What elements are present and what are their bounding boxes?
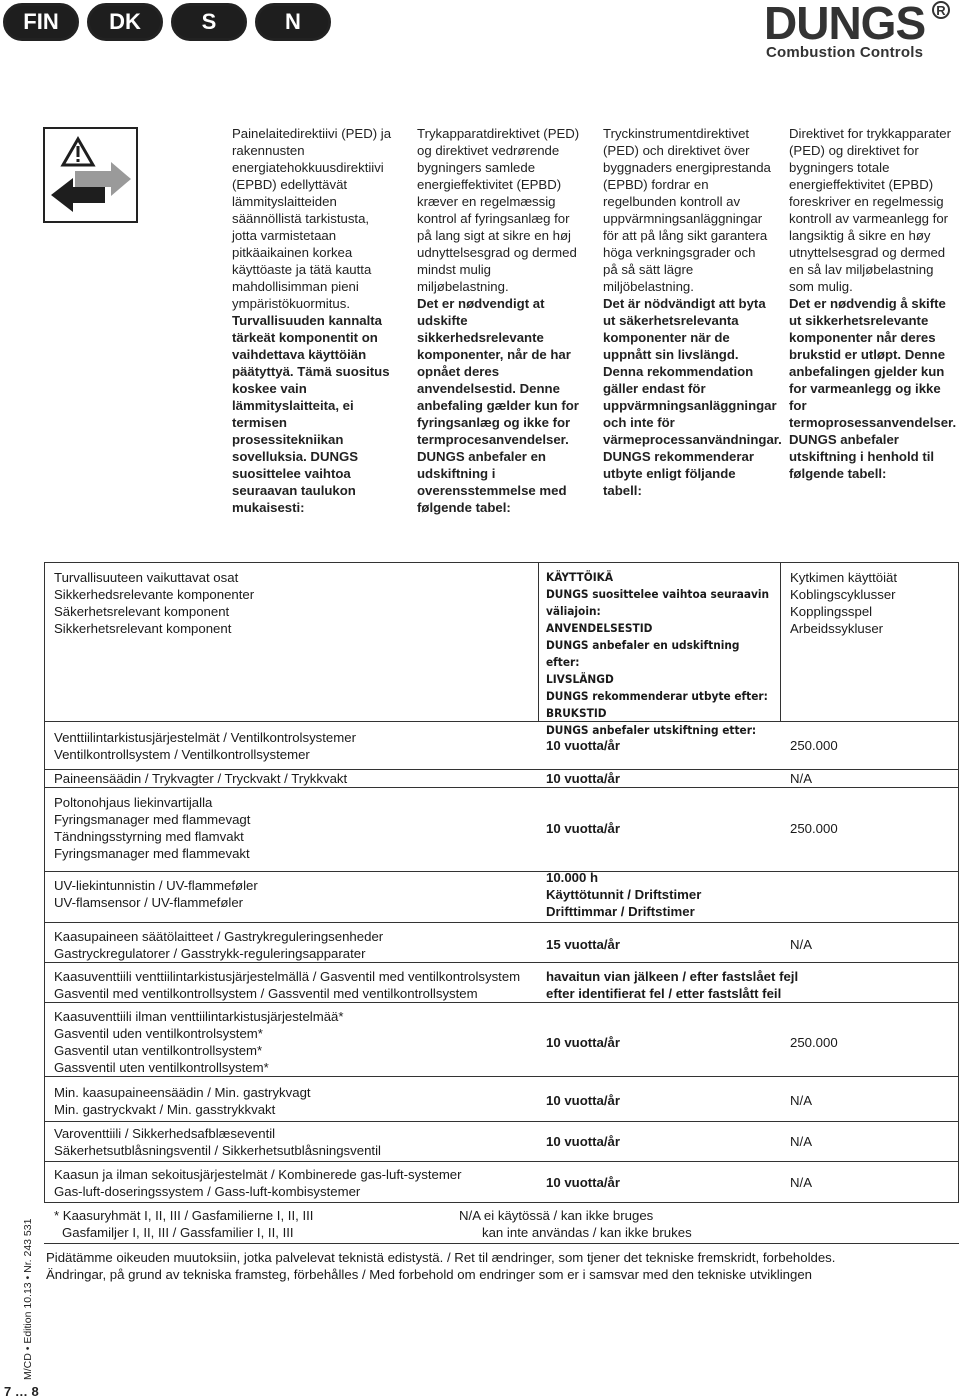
disclaimer-line-2: Ändringar, på grund av tekniska framsteg, förbehålles / Med forbehold om endringer som er i samsvar med den tekniske utviklingen <box>46 1267 813 1282</box>
table-row-component: Poltonohjaus liekinvartijalla Fyringsmanager med flammevagt Tändningsstyrning med flamvakt Fyringsmanager med flammevakt <box>54 795 251 861</box>
table-row-cycles: N/A <box>790 1175 812 1190</box>
intro-n-bold: Det er nødvendig å skifte ut sikkerhetsrelevante komponenter når deres brukstid er utløpt. Denne anbefalingen gjelder kun for varmeanlegg og ikke for termoprosessanvendelser. DUNGS anbefaler utskiftning i henhold til følgende tabell: <box>789 296 957 481</box>
table-row-service-life: 10 vuotta/år <box>546 738 621 753</box>
intro-s-bold: Det är nödvändigt att byta ut säkerhetsrelevanta komponenter när de uppnått sin livslängd. Denna rekommendation gäller endast för uppvärmningsanläggningar och inte för värmeprocessanvändningar. DUNGS rekommenderar utbyte enligt följande tabell: <box>603 296 782 498</box>
intro-fin-normal: Painelaitedirektiivi (PED) ja rakennusten energiatehokkuusdirektiivi (EPBD) edellyttävät lämmityslaitteiden säännöllistä tarkistusta, jotta varmistetaan pitkäaikainen korkea käyttöaste ja tätä kautta mahdollisimman pieni ympäristökuormitus. <box>232 126 392 311</box>
table-row-service-life: 10 vuotta/år <box>546 821 621 836</box>
header-divider-1 <box>538 562 539 721</box>
table-row-component: Kaasupaineen säätölaitteet / Gastrykreguleringsenheder Gastryckregulatorer / Gasstrykk-reguleringsapparater <box>54 929 384 961</box>
table-row-component: Kaasun ja ilman sekoitusjärjestelmät / Kombinerede gas-luft-systemer Gas-luft-doseringssystem / Gass-luft-kombisystemer <box>54 1167 462 1199</box>
table-row-service-life: 10 vuotta/år <box>546 771 621 786</box>
table-header-service-life: KÄYTTÖIKÄ DUNGS suosittelee vaihtoa seuraavin väliajoin: ANVENDELSESTID DUNGS anbefaler en udskiftning efter: LIVSLÄNGD DUNGS rekommenderar utbyte efter: BRUKSTID DUNGS anbefaler utskiftning etter: <box>546 570 770 737</box>
table-row-service-life: 10 vuotta/år <box>546 1093 621 1108</box>
intro-dk <box>417 125 585 516</box>
logo-subtitle: Combustion Controls <box>766 44 924 61</box>
table-row-component: Paineensäädin / Trykvagter / Tryckvakt / Trykkvakt <box>54 771 348 786</box>
lang-badge-s: S <box>171 3 247 41</box>
table-row-component: Varoventtiili / Sikkerhedsafblæseventil Säkerhetsutblåsningsventil / Sikkerhetsutblåsningsventil <box>54 1126 381 1158</box>
footnote-na-2: kan inte användas / kan ikke brukes <box>482 1225 692 1240</box>
row-separator <box>44 1161 959 1162</box>
row-separator <box>44 871 959 872</box>
table-row-service-life: 10 vuotta/år <box>546 1134 621 1149</box>
intro-fin <box>232 125 397 516</box>
table-row-service-life: havaitun vian jälkeen / efter fastslået fejl efter identifierat fel / etter fastslått feil <box>546 969 799 1001</box>
table-row-service-life: 10 vuotta/år <box>546 1035 621 1050</box>
intro-dk-normal: Trykapparatdirektivet (PED) og direktivet vedrørende bygningers samlede energieffektivitet (EPBD) kræver en regelmæssig kontrol af fyringsanlæg for på lang sigt at sikre en høj udnyttelsesgrad og dermed mindst mulig miljøbelastning. <box>417 126 580 294</box>
lang-badge-dk: DK <box>87 3 163 41</box>
footnote-gas-families-2: Gasfamiljer I, II, III / Gassfamilier I, II, III <box>62 1225 294 1240</box>
table-row-cycles: N/A <box>790 1093 812 1108</box>
pressure-equipment-warning-icon <box>45 129 136 221</box>
header-divider-2 <box>780 562 781 721</box>
registered-mark: R <box>932 1 950 19</box>
row-separator <box>44 1076 959 1077</box>
table-row-service-life: 10 vuotta/år <box>546 1175 621 1190</box>
table-row-cycles: N/A <box>790 1134 812 1149</box>
intro-s <box>603 125 782 499</box>
table-row-component: Kaasuventtiili venttiilintarkistusjärjestelmällä / Gasventil med ventilkontrolsystem Gasventil med ventilkontrollsystem / Gassventil med ventilkontrollsystem <box>54 969 521 1001</box>
table-row-cycles: N/A <box>790 771 812 786</box>
intro-n-normal: Direktivet for trykkapparater (PED) og direktivet for bygningers totale energieffektivitet (EPBD) foreskriver en regelmessig kontroll av varmeanlegg for langsiktig å sikre en høy utnyttelsesgrad og dermed en så lav miljøbelastning som mulig. <box>789 126 951 294</box>
page-range: 7 … 8 <box>4 1384 39 1399</box>
intro-dk-bold: Det er nødvendigt at udskifte sikkerhedsrelevante komponenter, når de har opnået deres anvendelsestid. Denne anbefaling gælder kun for fyringsanlæg og ikke for termprocesanvendelser. DUNGS anbefaler en udskiftning i overensstemmelse med følgende tabel: <box>417 296 579 515</box>
table-row-component: Min. kaasupaineensäädin / Min. gastrykvagt Min. gastryckvakt / Min. gasstrykkvakt <box>54 1085 311 1117</box>
table-row-cycles: 250.000 <box>790 1035 838 1050</box>
lang-badge-n: N <box>255 3 331 41</box>
edition-info: M/CD • Edition 10.13 • Nr. 243 531 <box>22 1218 34 1380</box>
warning-box <box>43 127 138 223</box>
footnote-gas-families-1: * Kaasuryhmät I, II, III / Gasfamilierne I, II, III <box>54 1208 314 1223</box>
row-separator <box>44 1121 959 1122</box>
table-header-cycles: Kytkimen käyttöiät Koblingscyklusser Kopplingsspel Arbeidssykluser <box>790 570 898 636</box>
table-row-cycles: 250.000 <box>790 821 838 836</box>
row-separator <box>44 962 959 963</box>
table-row-service-life: 10.000 h Käyttötunnit / Driftstimer Drifttimmar / Driftstimer <box>546 870 702 919</box>
row-separator <box>44 922 959 923</box>
disclaimer-divider <box>44 1243 959 1244</box>
table-top-border <box>44 562 959 563</box>
dungs-logo <box>764 0 960 64</box>
table-row-component: Venttiilintarkistusjärjestelmät / Ventilkontrolsystemer Ventilkontrollsystem / Ventilkontrollsystemer <box>54 730 356 762</box>
table-row-cycles: N/A <box>790 937 812 952</box>
table-row-component: Kaasuventtiili ilman venttiilintarkistusjärjestelmää* Gasventil uden ventilkontrolsystem* Gasventil utan ventilkontrollsystem* Gassventil uten ventilkontrollsystem* <box>54 1009 344 1075</box>
logo-wordmark: DUNGS <box>764 0 926 49</box>
table-header-components: Turvallisuuteen vaikuttavat osat Sikkerhedsrelevante komponenter Säkerhetsrelevant komponent Sikkerhetsrelevant komponent <box>54 570 255 636</box>
header-bottom-border <box>44 721 959 722</box>
intro-n <box>789 125 957 482</box>
table-row-service-life: 15 vuotta/år <box>546 937 621 952</box>
table-row-component: UV-liekintunnistin / UV-flammeføler UV-flamsensor / UV-flammeføler <box>54 878 258 910</box>
intro-fin-bold: Turvallisuuden kannalta tärkeät komponentit on vaihdettava käyttöiän päätyttyä. Tämä suositus koskee vain lämmityslaitteita, ei termisen prosessitekniikan sovelluksia. DUNGS suosittelee vaihtoa seuraavan taulukon mukaisesti: <box>232 313 390 515</box>
disclaimer-line-1: Pidätämme oikeuden muutoksiin, jotka palvelevat teknistä edistystä. / Ret til ændringer, som tjener det tekniske fremskridt, forbeholdes. <box>46 1250 836 1265</box>
footnote-na-1: N/A ei käytössä / kan ikke bruges <box>459 1208 654 1223</box>
row-separator <box>44 1002 959 1003</box>
intro-s-normal: Tryckinstrumentdirektivet (PED) och direktivet över byggnaders energiprestanda (EPBD) fordrar en regelbunden kontroll av uppvärmningsanläggningar för att på lång sikt garantera höga verkningsgrader och på så sätt lägre miljöbelastning. <box>603 126 771 294</box>
table-row-cycles: 250.000 <box>790 738 838 753</box>
lang-badge-fin: FIN <box>3 3 79 41</box>
row-separator <box>44 787 959 788</box>
